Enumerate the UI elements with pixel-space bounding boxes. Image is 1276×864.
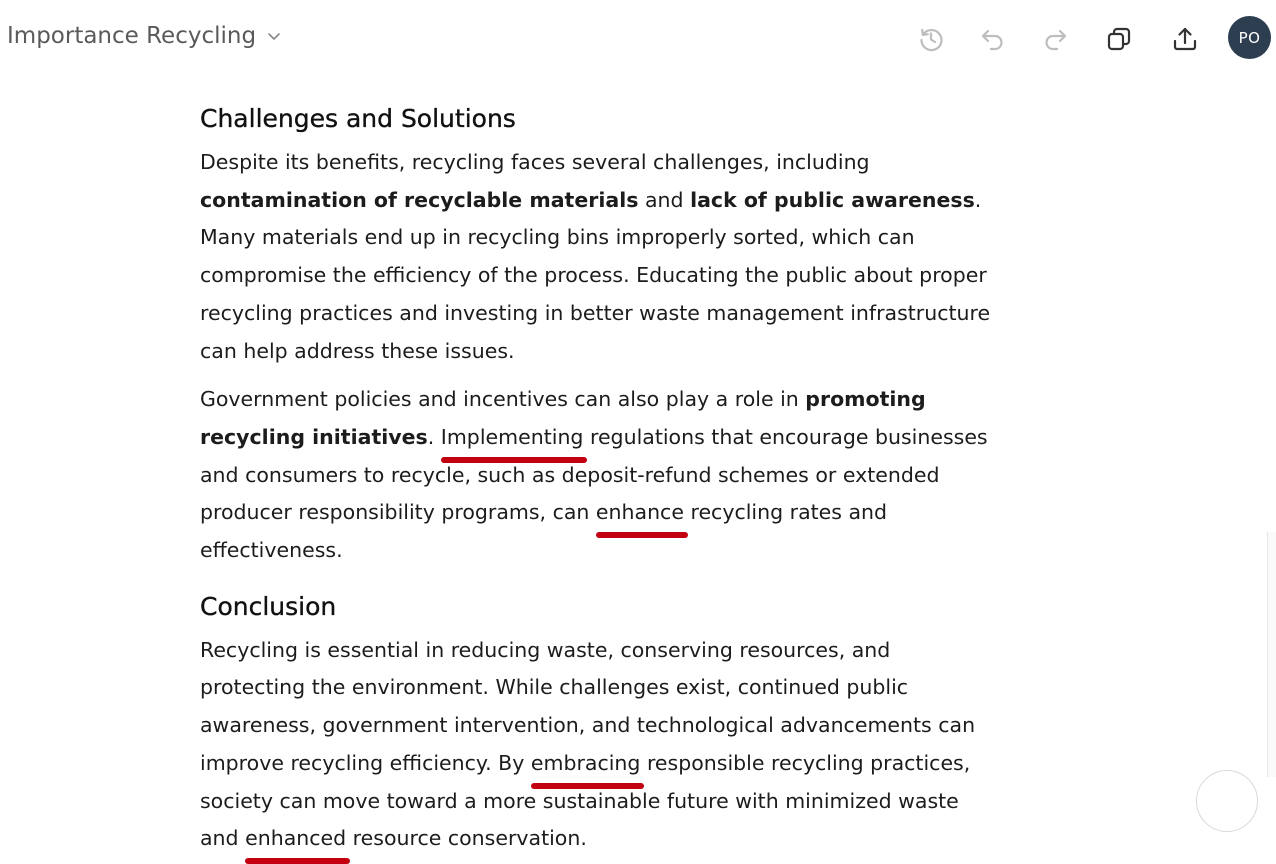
- heading-conclusion: Conclusion: [200, 591, 337, 621]
- text-run: responsible recycling practices, society can move toward a more sustainable future with minimized waste and: [200, 750, 971, 851]
- bold-text: lack of public awareness: [690, 187, 975, 212]
- flagged-word-enhanced[interactable]: enhanced: [245, 820, 346, 858]
- text-run: regulations that encourage businesses and consumers to recycle, such as deposit-refund schemes or extended producer responsibility programs, can: [200, 424, 988, 525]
- bold-text: promoting recycling initiatives: [200, 387, 926, 449]
- text-run: recycling rates and effectiveness.: [200, 500, 888, 563]
- redo-icon: [1041, 25, 1069, 53]
- heading-challenges: Challenges and Solutions: [200, 104, 516, 133]
- text-run: .: [427, 424, 441, 449]
- text-run: Government policies and incentives can also play a role in: [200, 387, 806, 412]
- paragraph-policies: [200, 381, 1000, 570]
- copy-icon: [1105, 25, 1133, 53]
- text-run: Despite its benefits, recycling faces several challenges, including: [200, 150, 870, 174]
- flagged-word-implementing[interactable]: Implementing: [441, 419, 584, 457]
- upload-button[interactable]: [1166, 20, 1204, 58]
- document-title-dropdown[interactable]: [7, 23, 282, 49]
- document-title: Importance Recycling: [7, 23, 257, 49]
- bold-text: contamination of recyclable materials: [200, 187, 639, 212]
- scrollbar[interactable]: [1267, 532, 1276, 777]
- redo-button[interactable]: [1036, 20, 1074, 58]
- flagged-word-enhance[interactable]: enhance: [596, 494, 684, 532]
- history-button[interactable]: [912, 20, 950, 58]
- avatar-initials: PO: [1238, 28, 1261, 47]
- undo-icon: [979, 25, 1007, 53]
- floating-action-button[interactable]: [1196, 770, 1258, 832]
- undo-button[interactable]: [974, 20, 1012, 58]
- text-run: Recycling is essential in reducing waste, conserving resources, and protecting the environment. While challenges exist, continued public awareness, government intervention, and technological advancements can improve recycling efficiency. By: [200, 637, 976, 775]
- avatar[interactable]: [1228, 16, 1271, 59]
- top-bar: [0, 0, 1276, 78]
- document-body[interactable]: [200, 98, 1000, 858]
- paragraph-conclusion: [200, 632, 1000, 858]
- upload-icon: [1171, 25, 1199, 53]
- paragraph-challenges: [200, 144, 1000, 370]
- text-run: and: [638, 187, 691, 212]
- flagged-word-embracing[interactable]: embracing: [531, 745, 641, 783]
- text-run: resource conservation.: [346, 826, 587, 851]
- copy-button[interactable]: [1100, 20, 1138, 58]
- chevron-down-icon: [266, 28, 282, 44]
- text-run: . Many materials end up in recycling bins improperly sorted, which can compromise the efficiency of the process. Educating the public about proper recycling practices and investing in better waste management infrastructure can help address these issues.: [200, 187, 991, 363]
- history-icon: [917, 25, 945, 53]
